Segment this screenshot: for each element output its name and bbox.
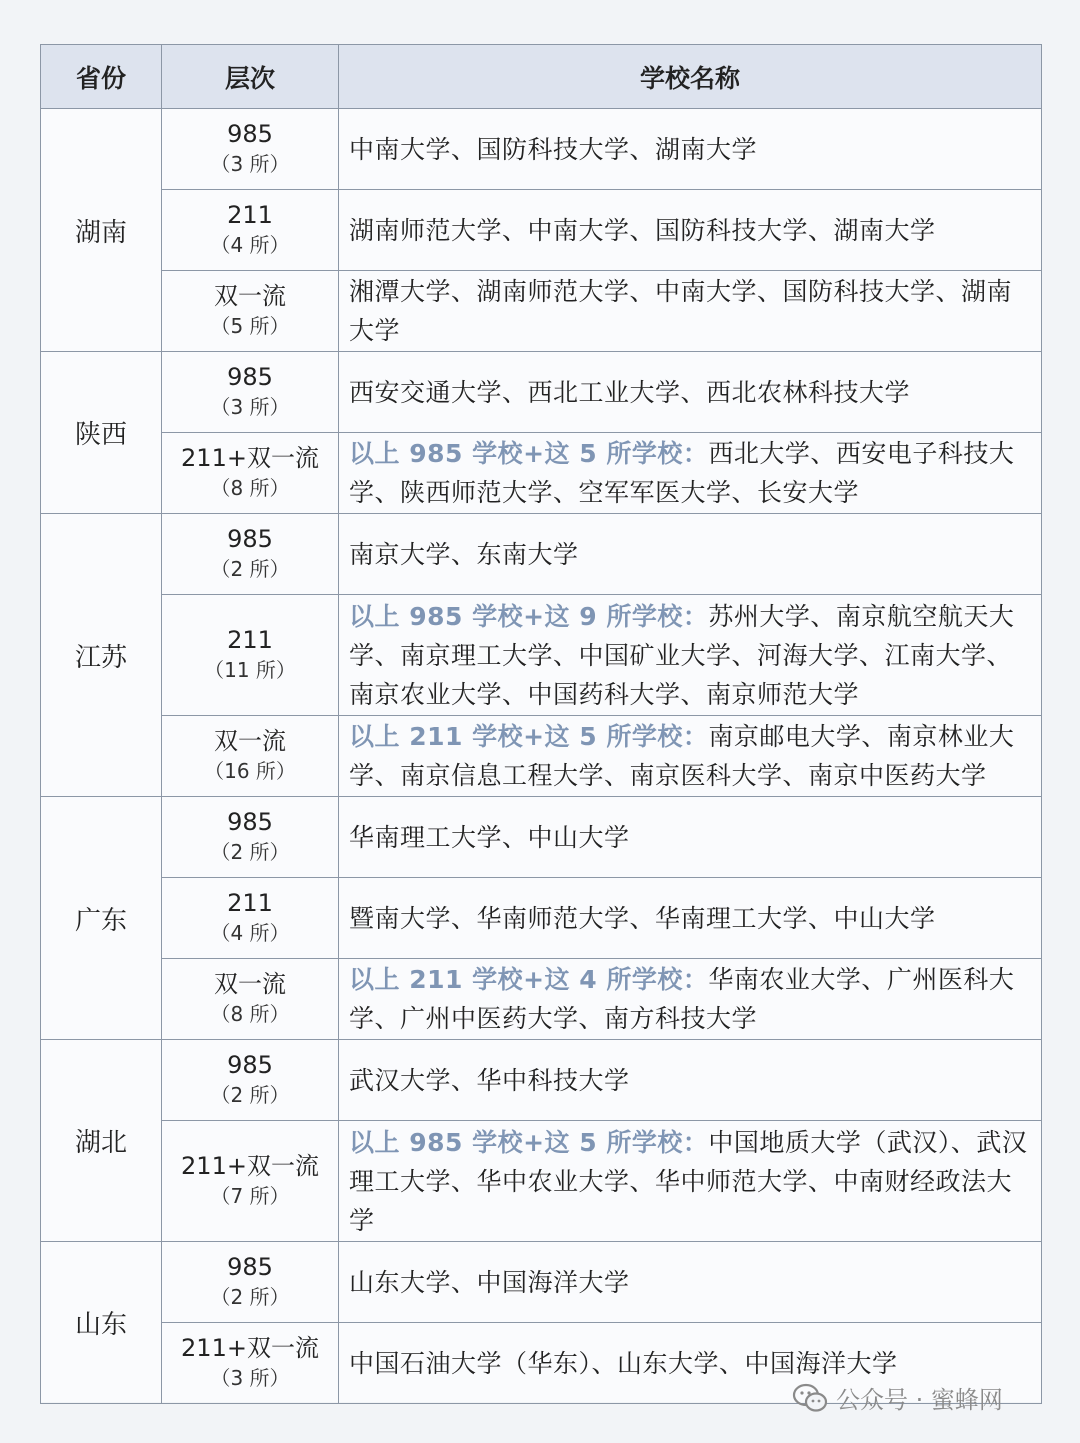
table-row xyxy=(41,352,1042,433)
level-label: 双一流 xyxy=(214,970,286,998)
level-count: （11 所） xyxy=(204,658,296,682)
wechat-icon xyxy=(792,1383,828,1413)
schools-text: 西北大学、西安电子科技大学、陕西师范大学、空军军医大学、长安大学 xyxy=(349,439,1015,507)
province-cell-hubei: 湖北 xyxy=(41,1040,162,1242)
schools-cell xyxy=(339,797,1042,878)
school-table xyxy=(40,44,1042,1404)
table-row xyxy=(41,433,1042,514)
schools-cell xyxy=(339,1242,1042,1323)
header-row xyxy=(41,45,1042,109)
schools-text: 华南理工大学、中山大学 xyxy=(349,822,630,852)
level-cell xyxy=(162,352,339,433)
schools-text: 南京大学、东南大学 xyxy=(349,539,579,569)
table-row xyxy=(41,1242,1042,1323)
level-label: 211+双一流 xyxy=(181,444,319,472)
level-label: 985 xyxy=(227,120,273,148)
schools-cell xyxy=(339,190,1042,271)
level-cell xyxy=(162,878,339,959)
level-cell xyxy=(162,433,339,514)
level-label: 985 xyxy=(227,1253,273,1281)
level-count: （3 所） xyxy=(210,152,290,176)
level-cell xyxy=(162,271,339,352)
table-row xyxy=(41,514,1042,595)
table-row xyxy=(41,109,1042,190)
level-label: 211+双一流 xyxy=(181,1334,319,1362)
schools-text: 山东大学、中国海洋大学 xyxy=(349,1267,630,1297)
table-row xyxy=(41,716,1042,797)
level-cell xyxy=(162,514,339,595)
level-label: 985 xyxy=(227,363,273,391)
table-row xyxy=(41,959,1042,1040)
province-cell-shaanxi: 陕西 xyxy=(41,352,162,514)
province-cell-guangdong: 广东 xyxy=(41,797,162,1040)
header-schools: 学校名称 xyxy=(339,45,1042,109)
schools-cell xyxy=(339,878,1042,959)
schools-text: 南京邮电大学、南京林业大学、南京信息工程大学、南京医科大学、南京中医药大学 xyxy=(349,722,1015,790)
schools-prefix: 以上 985 学校+这 5 所学校： xyxy=(349,1127,709,1157)
schools-cell xyxy=(339,959,1042,1040)
schools-cell xyxy=(339,109,1042,190)
schools-cell xyxy=(339,271,1042,352)
schools-cell xyxy=(339,1121,1042,1242)
schools-cell xyxy=(339,716,1042,797)
schools-text: 武汉大学、华中科技大学 xyxy=(349,1065,630,1095)
school-table-container xyxy=(40,44,1041,1402)
header-province: 省份 xyxy=(41,45,162,109)
level-count: （5 所） xyxy=(210,314,290,338)
schools-cell xyxy=(339,595,1042,716)
level-cell xyxy=(162,109,339,190)
level-count: （4 所） xyxy=(210,921,290,945)
level-label: 211 xyxy=(227,626,273,654)
schools-text: 中国石油大学（华东）、山东大学、中国海洋大学 xyxy=(349,1348,898,1378)
schools-prefix: 以上 211 学校+这 5 所学校： xyxy=(349,722,709,751)
level-cell xyxy=(162,716,339,797)
schools-cell xyxy=(339,433,1042,514)
level-cell xyxy=(162,1323,339,1404)
level-count: （2 所） xyxy=(210,557,290,581)
level-cell xyxy=(162,1121,339,1242)
level-cell xyxy=(162,1040,339,1121)
schools-cell xyxy=(339,514,1042,595)
schools-text: 中南大学、国防科技大学、湖南大学 xyxy=(349,134,758,164)
level-count: （4 所） xyxy=(210,233,290,257)
schools-prefix: 以上 985 学校+这 9 所学校： xyxy=(349,601,709,631)
level-label: 211 xyxy=(227,201,273,229)
level-cell xyxy=(162,959,339,1040)
schools-prefix: 以上 985 学校+这 5 所学校： xyxy=(349,439,709,468)
schools-cell xyxy=(339,352,1042,433)
level-label: 985 xyxy=(227,1051,273,1079)
schools-prefix: 以上 211 学校+这 4 所学校： xyxy=(349,965,709,994)
level-count: （8 所） xyxy=(210,476,290,500)
level-count: （8 所） xyxy=(210,1002,290,1026)
table-row xyxy=(41,271,1042,352)
level-label: 211 xyxy=(227,889,273,917)
watermark xyxy=(792,1380,1003,1415)
table-row xyxy=(41,797,1042,878)
level-label: 双一流 xyxy=(214,282,286,310)
province-cell-jiangsu: 江苏 xyxy=(41,514,162,797)
level-label: 双一流 xyxy=(214,727,286,755)
table-row xyxy=(41,878,1042,959)
watermark-text: 公众号 · 蜜蜂网 xyxy=(836,1386,1003,1414)
level-count: （2 所） xyxy=(210,1083,290,1107)
schools-text: 苏州大学、南京航空航天大学、南京理工大学、中国矿业大学、河海大学、江南大学、南京农业大学、中国药科大学、南京师范大学 xyxy=(349,601,1015,709)
level-cell xyxy=(162,1242,339,1323)
schools-cell xyxy=(339,1040,1042,1121)
level-cell xyxy=(162,190,339,271)
level-label: 985 xyxy=(227,525,273,553)
level-count: （7 所） xyxy=(210,1184,290,1208)
table-row xyxy=(41,1121,1042,1242)
schools-text: 西安交通大学、西北工业大学、西北农林科技大学 xyxy=(349,377,911,407)
schools-text: 湘潭大学、湖南师范大学、中南大学、国防科技大学、湖南大学 xyxy=(349,277,1013,345)
table-row xyxy=(41,595,1042,716)
schools-text: 湖南师范大学、中南大学、国防科技大学、湖南大学 xyxy=(349,215,936,245)
level-label: 985 xyxy=(227,808,273,836)
schools-text: 华南农业大学、广州医科大学、广州中医药大学、南方科技大学 xyxy=(349,965,1015,1033)
level-cell xyxy=(162,797,339,878)
province-cell-hunan: 湖南 xyxy=(41,109,162,352)
level-count: （2 所） xyxy=(210,1285,290,1309)
table-row xyxy=(41,190,1042,271)
level-count: （3 所） xyxy=(210,1366,290,1390)
schools-text: 中国地质大学（武汉）、武汉理工大学、华中农业大学、华中师范大学、中南财经政法大学 xyxy=(349,1127,1028,1235)
header-level: 层次 xyxy=(162,45,339,109)
province-cell-shandong: 山东 xyxy=(41,1242,162,1404)
schools-text: 暨南大学、华南师范大学、华南理工大学、中山大学 xyxy=(349,903,936,933)
level-count: （2 所） xyxy=(210,840,290,864)
table-row xyxy=(41,1040,1042,1121)
level-cell xyxy=(162,595,339,716)
level-label: 211+双一流 xyxy=(181,1152,319,1180)
level-count: （16 所） xyxy=(204,759,296,783)
level-count: （3 所） xyxy=(210,395,290,419)
